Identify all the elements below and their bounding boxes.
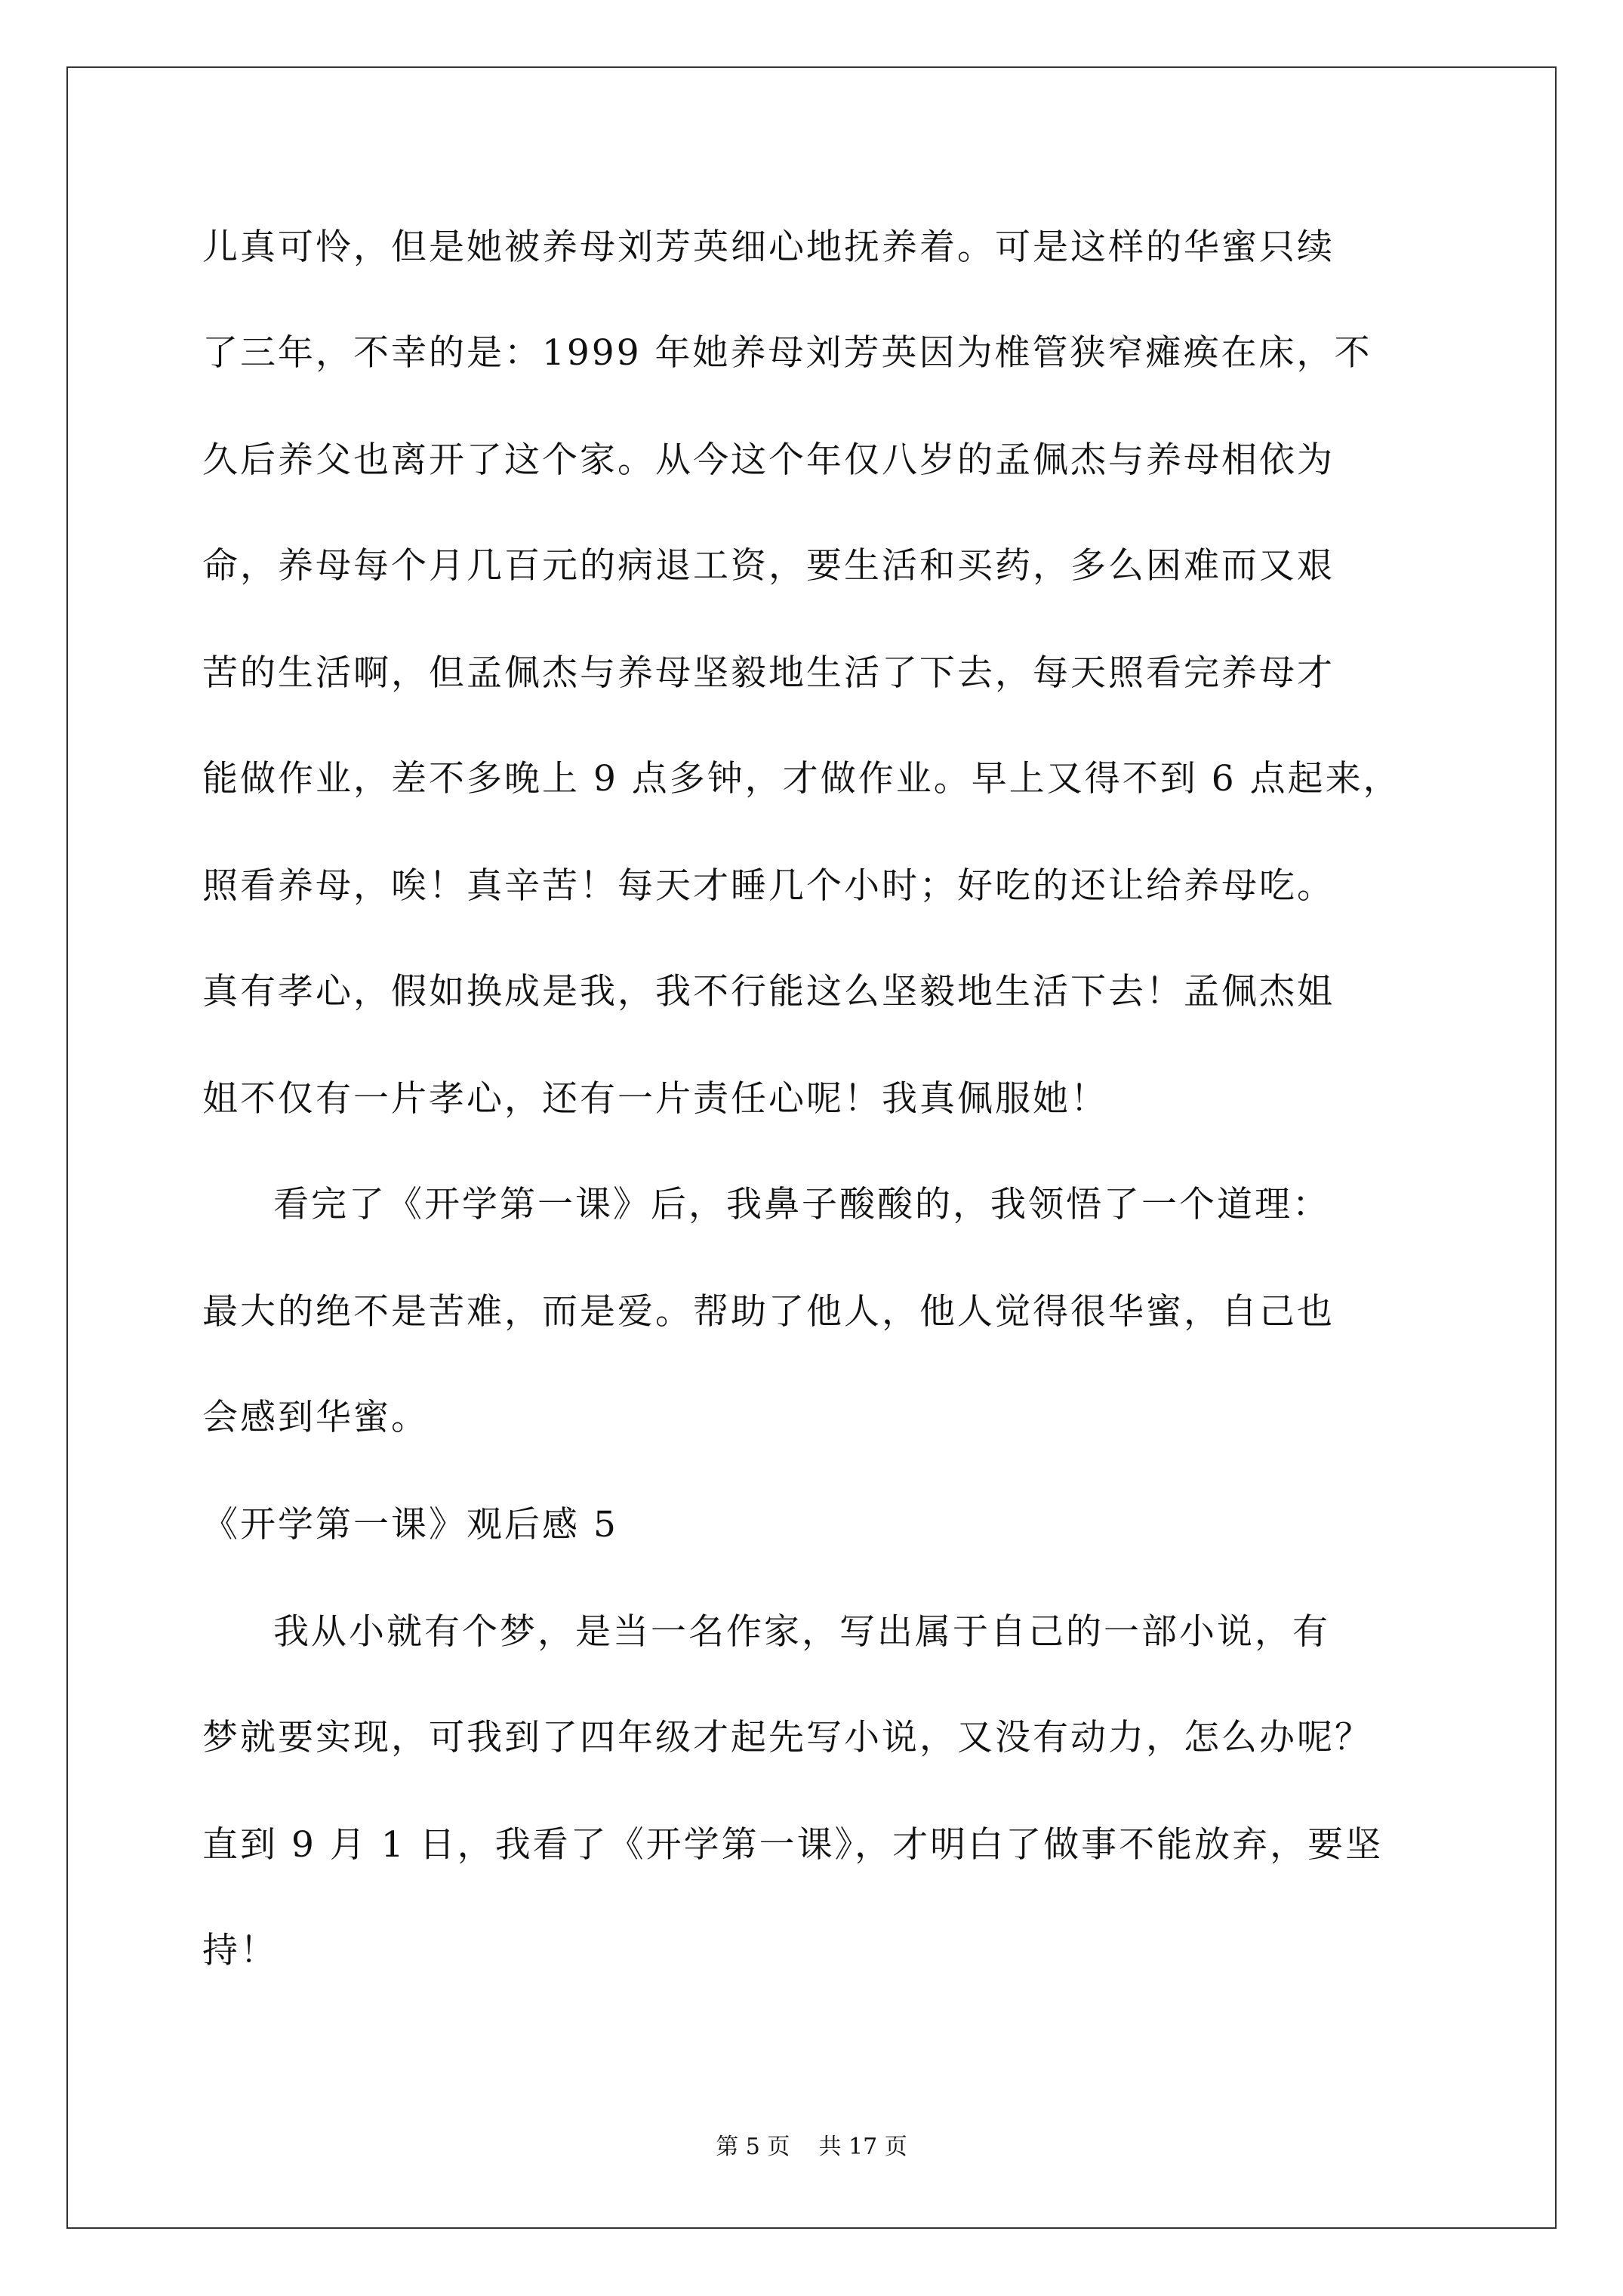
body-line: 了三年，不幸的是：1999 年她养母刘芳英因为椎管狭窄瘫痪在床，不 (202, 332, 1372, 374)
section-heading: 《开学第一课》观后感 5 (202, 1504, 618, 1546)
body-line: 命，养母每个月几百元的病退工资，要生活和买药，多么困难而又艰 (202, 545, 1335, 587)
body-line: 能做作业，差不多晚上 9 点多钟，才做作业。早上又得不到 6 点起来， (202, 758, 1401, 800)
paragraph-first-line: 看完了《开学第一课》后，我鼻子酸酸的，我领悟了一个道理： (273, 1184, 1330, 1225)
body-line: 照看养母，唉！真辛苦！每天才睡几个小时；好吃的还让给养母吃。 (202, 865, 1335, 907)
body-line: 儿真可怜，但是她被养母刘芳英细心地抚养着。可是这样的华蜜只续 (202, 227, 1335, 268)
body-line: 真有孝心，假如换成是我，我不行能这么坚毅地生活下去！孟佩杰姐 (202, 971, 1335, 1012)
body-line: 会感到华蜜。 (202, 1397, 429, 1438)
paragraph-first-line: 我从小就有个梦，是当一名作家，写出属于自己的一部小说，有 (273, 1611, 1330, 1653)
body-line: 苦的生活啊，但孟佩杰与养母坚毅地生活了下去，每天照看完养母才 (202, 652, 1335, 694)
body-line: 持！ (202, 1930, 278, 1971)
body-line: 最大的绝不是苦难，而是爱。帮助了他人，他人觉得很华蜜，自己也 (202, 1291, 1335, 1333)
body-line: 姐不仅有一片孝心，还有一片责任心呢！我真佩服她！ (202, 1078, 1108, 1120)
page-border (66, 66, 1557, 2229)
body-line: 久后养父也离开了这个家。从今这个年仅八岁的孟佩杰与养母相依为 (202, 439, 1335, 481)
body-line: 直到 9 月 1 日，我看了《开学第一课》，才明白了做事不能放弃，要坚 (202, 1824, 1384, 1866)
body-line: 梦就要实现，可我到了四年级才起先写小说，又没有动力，怎么办呢？ (202, 1717, 1372, 1758)
page-number-footer: 第 5 页 共 17 页 (716, 2134, 907, 2160)
